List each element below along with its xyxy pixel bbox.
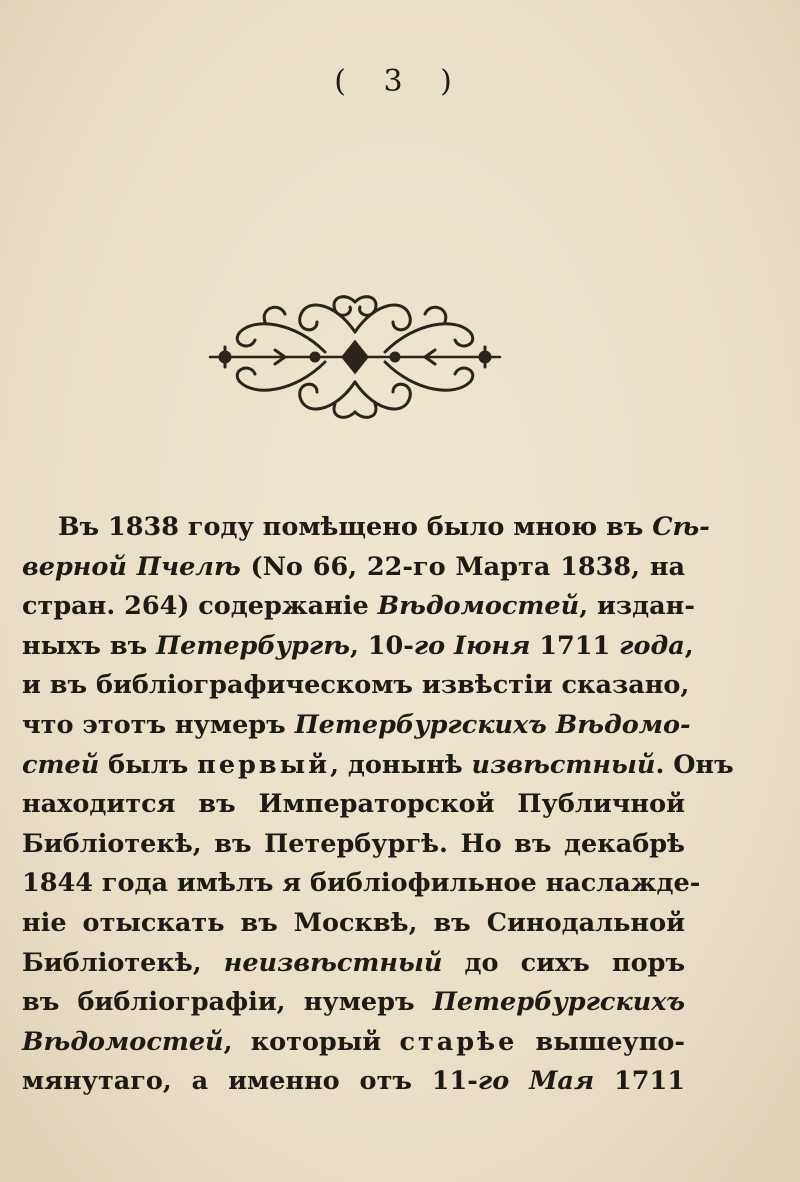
text-line: верной Пчелѣ (No 66, 22-го Марта 1838, на — [22, 551, 686, 582]
text-line: стей былъ первый, донынѣ извѣстный. Онъ — [22, 749, 734, 780]
text-line: мянутаго, а именно отъ 11-го Мая 1711 — [22, 1066, 685, 1097]
text-line: стран. 264) содержаніе Вѣдомостей, издан- — [22, 591, 695, 622]
text-line: Вѣдомостей, который старѣе вышеупо- — [22, 1026, 686, 1057]
text-line: 1844 года имѣлъ я библіофильное наслажде- — [22, 868, 701, 899]
text-line: въ библіографіи, нумеръ Петербургскихъ — [22, 987, 685, 1018]
body-paragraph — [22, 508, 734, 1102]
text-line: Въ 1838 году помѣщено было мною въ Сѣ- — [58, 512, 710, 542]
text-line: что этотъ нумеръ Петербургскихъ Вѣдомо- — [22, 709, 691, 740]
text-line: Библіотекѣ, неизвѣстный до сихъ поръ — [22, 947, 686, 978]
text-line: находится въ Императорской Публичной — [22, 789, 685, 820]
text-line: ныхъ въ Петербургѣ, 10-го Іюня 1711 года, — [22, 630, 694, 661]
text-line: и въ библіографическомъ извѣстіи сказано, — [22, 670, 690, 701]
text-line: ніе отыскать въ Москвѣ, въ Синодальной — [22, 907, 685, 938]
text-line: Библіотекѣ, въ Петербургѣ. Но въ декабрѣ — [22, 828, 685, 859]
floral-vignette-icon — [205, 292, 505, 422]
page-number: ( 3 ) — [334, 64, 466, 99]
